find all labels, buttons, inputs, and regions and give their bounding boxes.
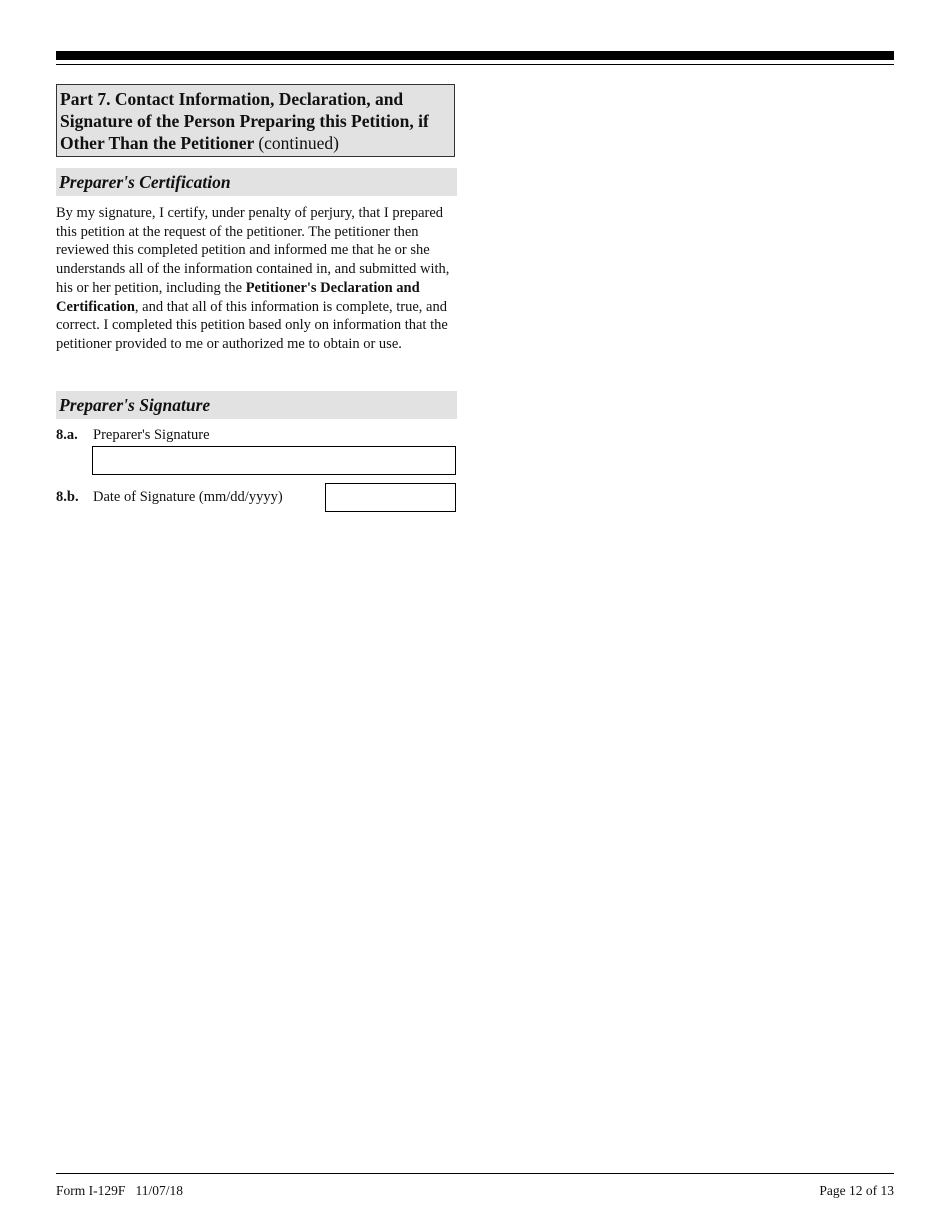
part-7-continued: (continued) (258, 133, 339, 153)
part-7-header (56, 84, 455, 157)
certification-text-start: By my signature, I certify, under penalty of perjury, that I prepared this petition at the request of the petitioner. The petitioner then reviewed this completed petition and informed me that he or she understands all of the information contained in, and submitted with, his or her petition, including the (56, 205, 450, 296)
preparers-signature-heading: Preparer's Signature (56, 391, 457, 419)
form-id-footer: Form I-129F 11/07/18 (56, 1183, 184, 1198)
field-8b-label: Date of Signature (mm/dd/yyyy) (93, 489, 283, 505)
certification-text-bold: Petitioner's Declaration and Certification (56, 279, 420, 315)
field-8a-number: 8.a. (56, 427, 78, 443)
field-8a-label: Preparer's Signature (93, 427, 210, 443)
preparer-signature-input[interactable] (92, 446, 456, 475)
page-number-footer: Page 12 of 13 (819, 1183, 894, 1198)
top-rule-thick (56, 51, 894, 60)
field-8b-number: 8.b. (56, 489, 79, 505)
preparers-certification-heading: Preparer's Certification (56, 168, 457, 196)
certification-paragraph (56, 204, 456, 354)
signature-date-input[interactable] (325, 483, 456, 512)
part-7-title: Part 7. Contact Information, Declaration, and Signature of the Person Preparing this Petition, if Other Than the Petitioner (60, 89, 429, 153)
certification-text-end: , and that all of this information is complete, true, and correct. I completed this petition based only on information that the petitioner provided to me or authorized me to obtain or use. (56, 298, 448, 352)
bottom-rule (56, 1173, 894, 1174)
top-rule-thin (56, 64, 894, 65)
